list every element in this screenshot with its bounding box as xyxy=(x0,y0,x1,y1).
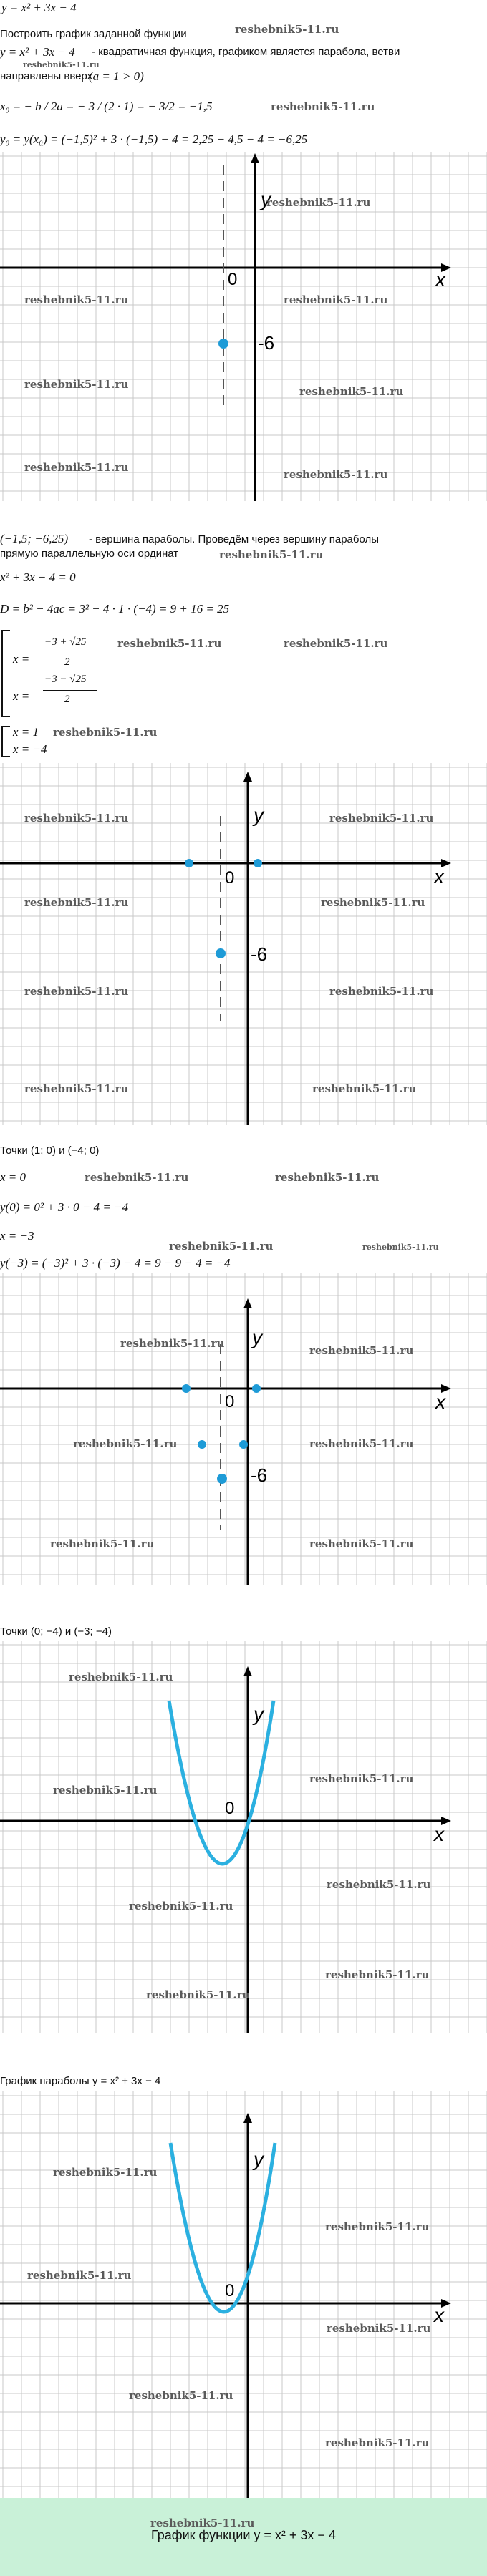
parabola-curve xyxy=(169,1701,274,1864)
watermark: reshebnik5-11.ru xyxy=(284,468,388,481)
root1-lhs: x = xyxy=(13,652,30,666)
watermark: reshebnik5-11.ru xyxy=(309,1344,414,1357)
results-bracket xyxy=(1,726,10,757)
coordinate-grid-vertex xyxy=(0,152,487,501)
watermark: reshebnik5-11.ru xyxy=(150,2517,255,2529)
watermark: reshebnik5-11.ru xyxy=(129,1900,233,1912)
x-axis-label: x xyxy=(435,268,445,291)
y-axis-label: y xyxy=(254,2148,264,2170)
origin-label: 0 xyxy=(228,270,238,289)
analysis-equation: y = x² + 3x − 4 xyxy=(0,45,75,59)
watermark: reshebnik5-11.ru xyxy=(309,1772,414,1785)
parabola-label: График параболы y = x² + 3x − 4 xyxy=(0,2075,161,2087)
watermark: reshebnik5-11.ru xyxy=(53,2166,158,2179)
x-axis-label: x xyxy=(435,1391,445,1413)
root2-denominator: 2 xyxy=(64,694,70,705)
roots-bracket xyxy=(1,630,10,717)
watermark: reshebnik5-11.ru xyxy=(53,1784,158,1797)
watermark: reshebnik5-11.ru xyxy=(169,1240,274,1253)
watermark: reshebnik5-11.ru xyxy=(271,100,375,113)
root2-fraction-bar xyxy=(43,690,97,691)
watermark: reshebnik5-11.ru xyxy=(146,1988,251,2001)
y-axis-arrow xyxy=(251,153,259,163)
vertex-text: - вершина параболы. Проведём через вершину параболы xyxy=(89,533,380,545)
x0-formula: x₀ = − b / 2a = − 3 / (2 · 1) = − 3/2 = −1,5 xyxy=(0,99,213,113)
watermark: reshebnik5-11.ru xyxy=(321,896,425,909)
coordinate-grid-roots xyxy=(0,763,487,1125)
watermark: reshebnik5-11.ru xyxy=(24,461,129,474)
points2-label: Точки (0; −4) и (−3; −4) xyxy=(0,1625,112,1638)
vertex-point xyxy=(216,948,226,958)
root-point-minus4 xyxy=(182,1384,191,1393)
quadratic-equation: x² + 3x − 4 = 0 xyxy=(0,570,76,584)
root-point-minus4 xyxy=(185,859,193,867)
x-axis-label: x xyxy=(434,1823,444,1845)
root2-lhs: x = xyxy=(13,689,30,703)
coordinate-grid-points xyxy=(0,1273,487,1585)
final-caption: График функции y = x² + 3x − 4 xyxy=(151,2528,336,2542)
y-axis-label: y xyxy=(254,1703,264,1725)
analysis-text-2: направлены вверх xyxy=(0,70,93,82)
watermark: reshebnik5-11.ru xyxy=(24,985,129,998)
point-0-minus4 xyxy=(239,1440,248,1449)
roots-points-label: Точки (1; 0) и (−4; 0) xyxy=(0,1144,100,1157)
watermark: reshebnik5-11.ru xyxy=(50,1537,155,1550)
watermark: reshebnik5-11.ru xyxy=(235,23,339,36)
task-text: Построить график заданной функции xyxy=(0,28,187,40)
watermark: reshebnik5-11.ru xyxy=(85,1171,189,1184)
minus-six-label: -6 xyxy=(251,943,268,965)
watermark: reshebnik5-11.ru xyxy=(24,378,129,391)
watermark: reshebnik5-11.ru xyxy=(53,726,158,739)
watermark: reshebnik5-11.ru xyxy=(309,1537,414,1550)
coordinate-grid-final xyxy=(0,2091,487,2498)
watermark: reshebnik5-11.ru xyxy=(327,1878,431,1891)
origin-label: 0 xyxy=(225,1392,235,1411)
watermark: reshebnik5-11.ru xyxy=(325,2436,430,2449)
watermark: reshebnik5-11.ru xyxy=(329,812,434,825)
watermark: reshebnik5-11.ru xyxy=(73,1437,178,1450)
result-x2: x = −4 xyxy=(13,742,47,756)
vertex-point xyxy=(217,1474,227,1484)
watermark: reshebnik5-11.ru xyxy=(327,2322,431,2335)
y-at-minus3: y(−3) = (−3)² + 3 · (−3) − 4 = 9 − 9 − 4 = −4 xyxy=(0,1256,231,1270)
vertex-point xyxy=(218,339,228,349)
watermark: reshebnik5-11.ru xyxy=(69,1671,173,1683)
watermark: reshebnik5-11.ru xyxy=(27,2269,132,2282)
origin-label: 0 xyxy=(225,1799,235,1818)
watermark: reshebnik5-11.ru xyxy=(24,896,129,909)
discriminant-formula: D = b² − 4ac = 3² − 4 · 1 · (−4) = 9 + 16 = 25 xyxy=(0,602,230,616)
x-zero: x = 0 xyxy=(0,1170,26,1184)
y-axis-label: y xyxy=(254,804,264,826)
watermark: reshebnik5-11.ru xyxy=(24,293,129,306)
result-x1: x = 1 xyxy=(13,725,39,739)
grid-lines xyxy=(0,152,487,501)
function-equation: y = x² + 3x − 4 xyxy=(1,1,77,14)
watermark: reshebnik5-11.ru xyxy=(129,2389,233,2402)
watermark: reshebnik5-11.ru xyxy=(325,1968,430,1981)
coordinate-grid-parabola xyxy=(0,1641,487,2033)
y-at-zero: y(0) = 0² + 3 · 0 − 4 = −4 xyxy=(0,1200,129,1214)
root2-numerator: −3 − √25 xyxy=(44,674,87,685)
watermark: reshebnik5-11.ru xyxy=(24,812,129,825)
watermark: reshebnik5-11.ru xyxy=(120,1337,225,1350)
x-axis-label: x xyxy=(434,2304,444,2326)
watermark: reshebnik5-11.ru xyxy=(309,1437,414,1450)
watermark: reshebnik5-11.ru xyxy=(266,196,371,209)
watermark: reshebnik5-11.ru xyxy=(284,637,388,650)
y0-formula: y₀ = y(x₀) = (−1,5)² + 3 · (−1,5) − 4 = 2,25 − 4,5 − 4 = −6,25 xyxy=(0,132,308,146)
watermark: reshebnik5-11.ru xyxy=(284,293,388,306)
origin-label: 0 xyxy=(225,2281,235,2300)
x-axis-label: x xyxy=(434,865,444,888)
watermark: reshebnik5-11.ru xyxy=(219,548,324,561)
root1-numerator: −3 + √25 xyxy=(44,636,87,648)
watermark: reshebnik5-11.ru xyxy=(275,1171,380,1184)
vertex-coords: (−1,5; −6,25) xyxy=(0,532,69,545)
y-axis-label: y xyxy=(252,1326,262,1348)
y-axis-label: y xyxy=(261,188,271,210)
origin-label: 0 xyxy=(225,868,235,888)
minus-six-label: -6 xyxy=(258,332,275,354)
watermark: reshebnik5-11.ru xyxy=(325,2220,430,2233)
watermark: reshebnik5-11.ru xyxy=(312,1082,417,1095)
watermark: reshebnik5-11.ru xyxy=(117,637,222,650)
point-minus3-minus4 xyxy=(198,1440,206,1449)
root1-denominator: 2 xyxy=(64,656,70,668)
x-minus3: x = −3 xyxy=(0,1229,34,1243)
minus-six-label: -6 xyxy=(251,1464,268,1486)
watermark: reshebnik5-11.ru xyxy=(362,1243,439,1252)
root-point-1 xyxy=(254,859,262,867)
analysis-text: - квадратичная функция, графиком является парабола, ветви xyxy=(92,46,400,58)
watermark: reshebnik5-11.ru xyxy=(24,1082,129,1095)
root-point-1 xyxy=(252,1384,261,1393)
analysis-condition: (a = 1 > 0) xyxy=(89,69,144,83)
watermark: reshebnik5-11.ru xyxy=(329,985,434,998)
vertex-text-2: прямую параллельную оси ординат xyxy=(0,548,179,560)
watermark: reshebnik5-11.ru xyxy=(299,385,404,398)
watermark: reshebnik5-11.ru xyxy=(23,60,100,69)
